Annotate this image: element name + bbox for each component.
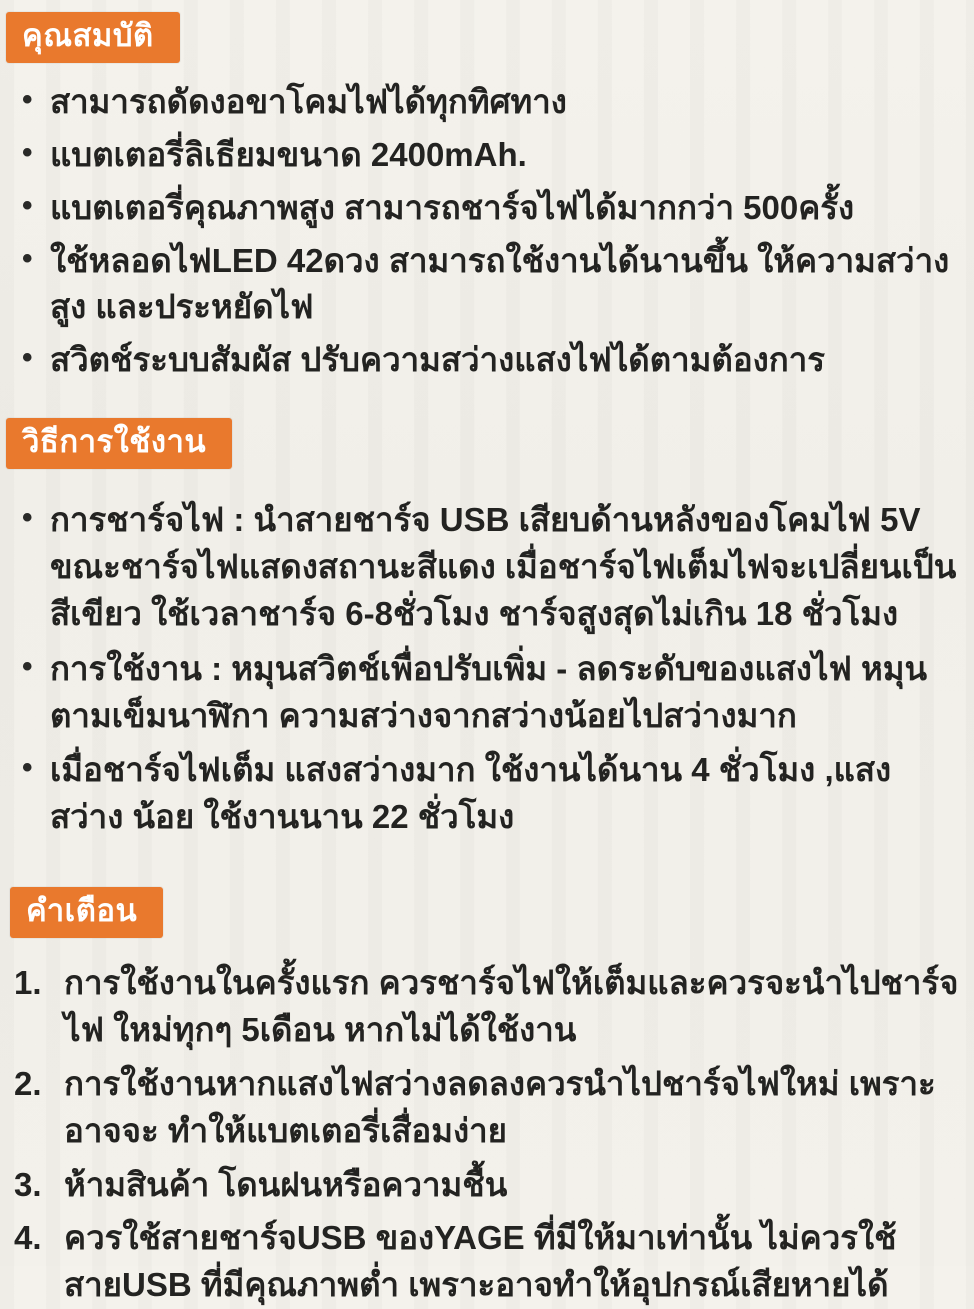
section-warning-title-badge: คำเตือน: [10, 887, 163, 938]
list-item: ควรใช้สายชาร์จUSB ของYAGE ที่มีให้มาเท่านั้น ไม่ควรใช้สายUSB ที่มีคุณภาพต่ำ เพราะอาจทำให้อุปกรณ์เสียหายได้: [64, 1219, 897, 1304]
list-item: • แบตเตอรี่คุณภาพสูง สามารถชาร์จไฟได้มากกว่า 500ครั้ง: [6, 185, 960, 232]
list-item: การใช้งานในครั้งแรก ควรชาร์จไฟให้เต็มและควรจะนำไปชาร์จไฟ ใหม่ทุกๆ 5เดือน หากไม่ได้ใช้งาน: [64, 964, 959, 1049]
list-item: ห้ามสินค้า โดนฝนหรือความชื้น: [64, 1165, 508, 1203]
section-usage-title-badge: วิธีการใช้งาน: [6, 418, 232, 469]
list-item: • ใช้หลอดไฟLED 42ดวง สามารถใช้งานได้นานขึ้น ให้ความสว่างสูง และประหยัดไฟ: [6, 238, 960, 332]
list-item: • แบตเตอรี่ลิเธียมขนาด 2400mAh.: [6, 132, 960, 179]
section-features: [6, 12, 960, 384]
warning-list: [6, 960, 960, 1309]
list-item: การใช้งานหากแสงไฟสว่างลดลงควรนำไปชาร์จไฟใหม่ เพราะอาจจะ ทำให้แบตเตอรี่เสื่อมง่าย: [64, 1064, 936, 1149]
usage-list: [6, 497, 960, 841]
list-item: • เมื่อชาร์จไฟเต็ม แสงสว่างมาก ใช้งานได้นาน 4 ชั่วโมง ,แสงสว่าง น้อย ใช้งานนาน 22 ชั่วโมง: [6, 747, 960, 841]
section-warning: [6, 887, 960, 1309]
section-features-title-badge: คุณสมบัติ: [6, 12, 180, 63]
section-usage: [6, 418, 960, 841]
list-item: • การใช้งาน : หมุนสวิตช์เพื่อปรับเพิ่ม - ลดระดับของแสงไฟ หมุน ตามเข็มนาฬิกา ความสว่างจากสว่างน้อยไปสว่างมาก: [6, 646, 960, 740]
list-item: • การชาร์จไฟ : นำสายชาร์จ USB เสียบด้านหลังของโคมไฟ 5V ขณะชาร์จไฟแสดงสถานะสีแดง เมื่อชาร์จไฟเต็มไฟจะเปลี่ยนเป็นสีเขียว ใช้เวลาชาร์จ 6-8ชั่วโมง ชาร์จสูงสุดไม่เกิน 18 ชั่วโมง: [6, 497, 960, 638]
list-item: • สวิตช์ระบบสัมผัส ปรับความสว่างแสงไฟได้ตามต้องการ: [6, 337, 960, 384]
list-item: • สามารถดัดงอขาโคมไฟได้ทุกทิศทาง: [6, 79, 960, 126]
features-list: [6, 79, 960, 384]
